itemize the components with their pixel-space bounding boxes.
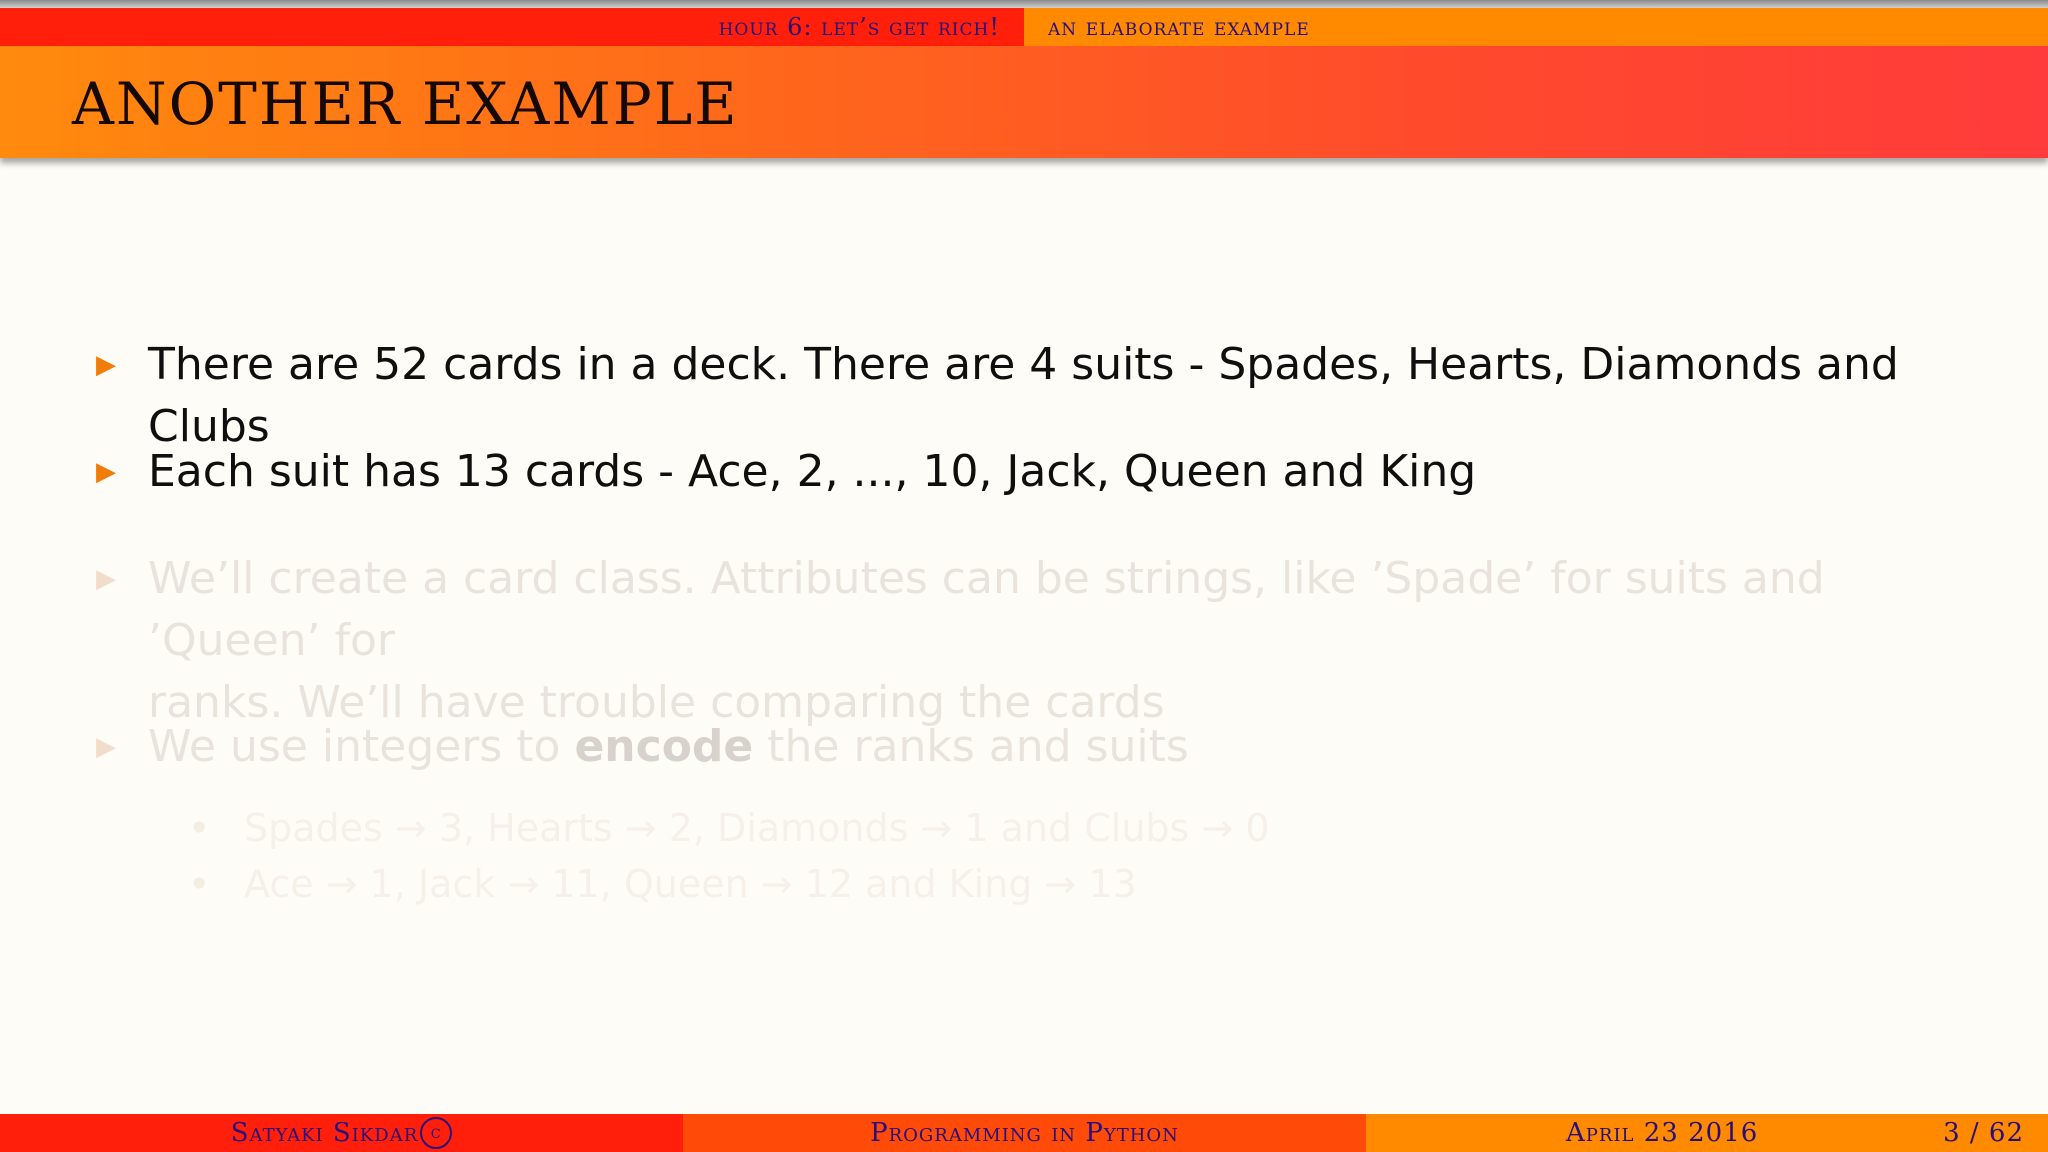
presentation-date: April 23 2016 [1566,1118,1759,1148]
nav-section-link[interactable] [0,8,1024,46]
frame-title-bar [0,46,2048,158]
triangle-bullet-icon: ▶ [96,732,116,762]
page-counter: 3 / 62 [1943,1118,2024,1148]
triangle-bullet-icon: ▶ [96,350,116,380]
footer [0,1114,2048,1152]
sub-list-item [188,800,1270,856]
triangle-bullet-icon: ▶ [96,457,116,487]
bullet-text-line: ranks. We’ll have trouble comparing the cards [148,677,1165,728]
bullet-text-part: We use integers to [148,721,575,772]
footer-date-page [1366,1114,2048,1152]
footer-title [683,1114,1366,1152]
bullet-text: Each suit has 13 cards - Ace, 2, ..., 10, Jack, Queen and King [148,446,1477,497]
bullet-item [96,441,1996,503]
frame-title: ANOTHER EXAMPLE [72,70,739,138]
sub-list [188,800,1270,912]
nav-section-label: hour 6: let’s get rich! [718,13,1000,41]
bullet-text [148,716,1189,778]
triangle-bullet-icon: ▶ [96,564,116,594]
copyright-icon: c [420,1117,452,1149]
bullet-text-part: the ranks and suits [753,721,1189,772]
nav-subsection-label: an elaborate example [1048,13,1310,41]
bullet-text-line: We’ll create a card class. Attributes can be strings, like ’Spade’ for suits and ’Queen’ for [148,553,1825,666]
bullet-item [96,334,1996,458]
slide-content [0,160,2048,1112]
sub-bullet-marker: • [188,862,211,906]
bullet-item-faded [96,548,1996,734]
nav-subsection-link[interactable] [1024,8,2048,46]
presentation-title: Programming in Python [870,1118,1179,1148]
bullet-text: There are 52 cards in a deck. There are 4 suits - Spades, Hearts, Diamonds and Clubs [148,339,1899,452]
bullet-text [148,548,1996,734]
sub-bullet-marker: • [188,806,211,850]
navigation-bar [0,8,2048,46]
sub-item-text: Spades → 3, Hearts → 2, Diamonds → 1 and Clubs → 0 [244,806,1270,850]
footer-author [0,1114,683,1152]
bullet-emphasis: encode [574,721,754,772]
bullet-item-faded [96,716,1996,778]
sub-item-text: Ace → 1, Jack → 11, Queen → 12 and King → 13 [244,862,1137,906]
author-name: Satyaki Sikdar [230,1118,419,1148]
sub-list-item [188,856,1270,912]
top-rule [0,0,2048,8]
